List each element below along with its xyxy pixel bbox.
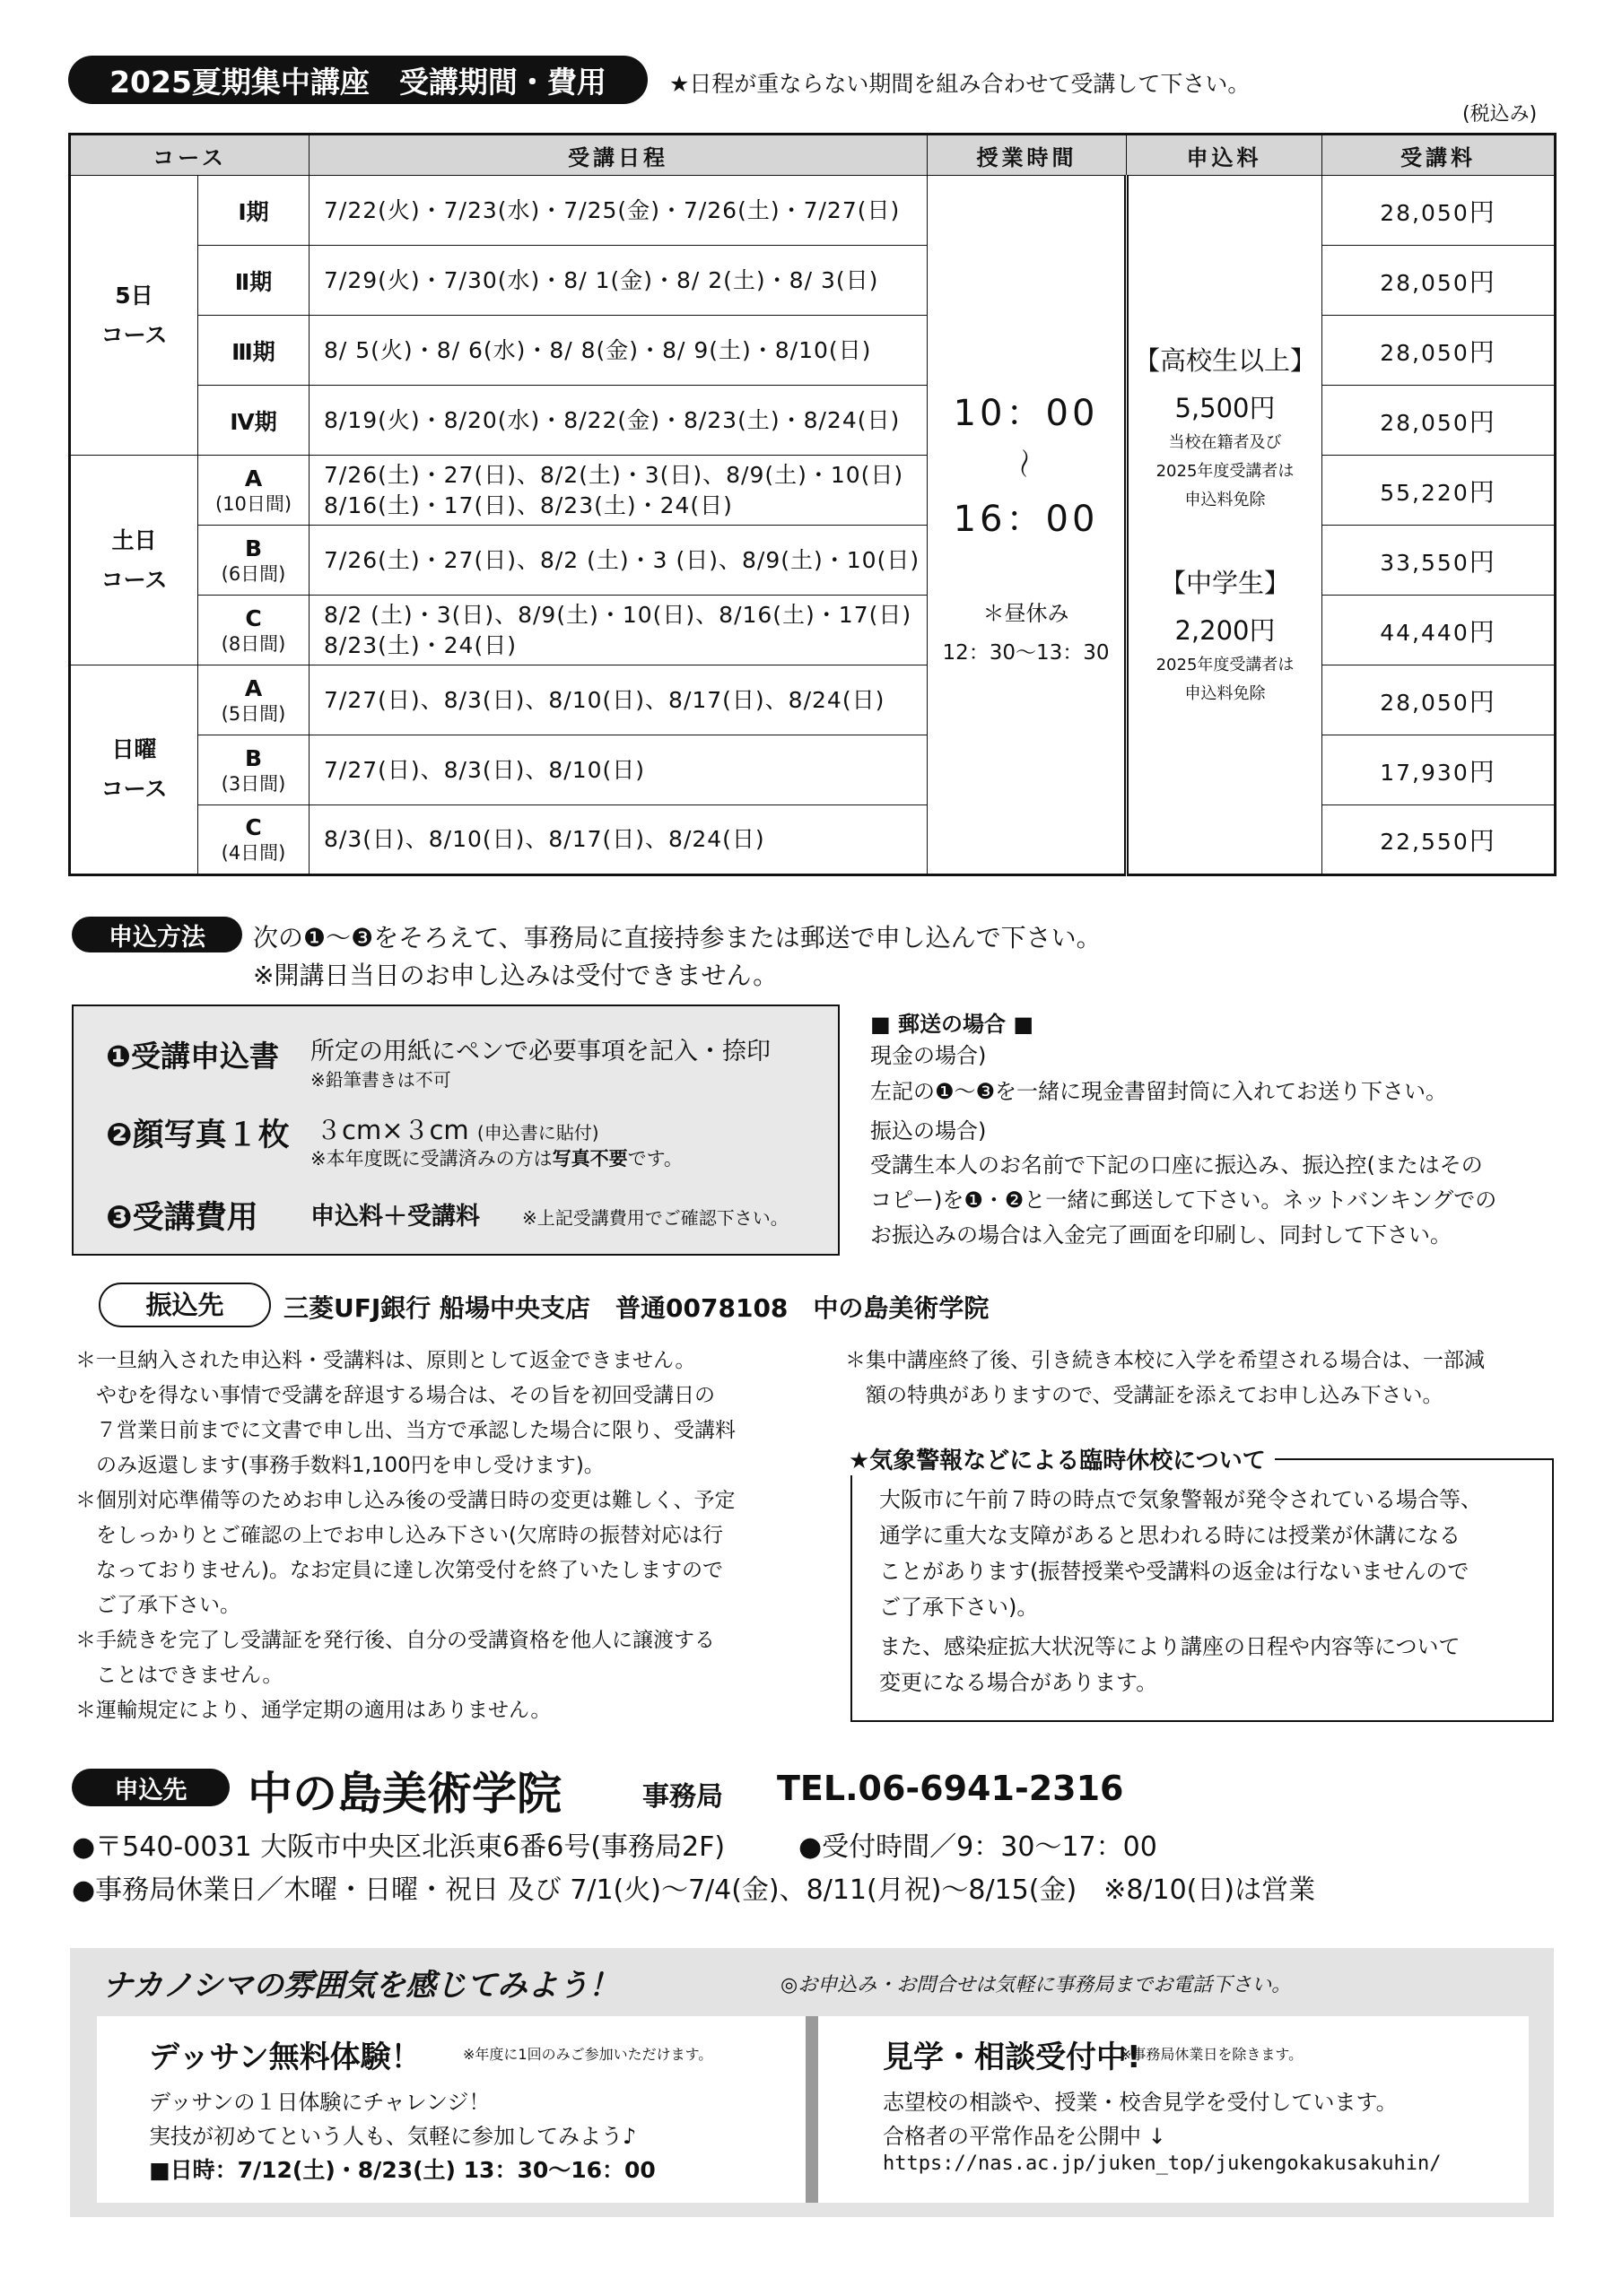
mail-transfer-label: 振込の場合) xyxy=(870,1118,987,1144)
card-divider xyxy=(806,2016,818,2203)
lunch-label: ＊昼休み xyxy=(982,600,1069,626)
promo-panel xyxy=(70,1948,1554,2217)
note-line: をしっかりとご確認の上でお申し込み下さい(欠席時の振替対応は行 xyxy=(75,1524,723,1547)
school-name: 中の島美術学院 xyxy=(248,1767,562,1820)
weather-line: 通学に重大な支障があると思われる時には授業が休講になる xyxy=(879,1523,1461,1548)
application-fee-cell xyxy=(1127,176,1322,875)
note-line: ご了承下さい。 xyxy=(75,1594,240,1617)
note-line: ＊手続きを完了し受講証を発行後、自分の受講資格を他人に譲渡する xyxy=(75,1629,715,1652)
contact-label: 申込先 xyxy=(72,1769,230,1806)
note-line: なっておりません)。なお定員に達し次第受付を終了いたしますので xyxy=(75,1559,723,1582)
req-title-2: ❷顔写真１枚 xyxy=(106,1118,290,1153)
sub-course-label: A (5日間) xyxy=(198,665,310,735)
reception-hours: ●受付時間／9：30～17：00 xyxy=(798,1831,1157,1863)
col-header-time: 授業時間 xyxy=(928,135,1127,176)
tour-note: ※事務局休業日を除きます。 xyxy=(1120,2046,1304,2063)
req-desc-3: 申込料＋受講料 xyxy=(310,1203,480,1231)
req-desc-2: ３cm×３cm (申込書に貼付) xyxy=(316,1115,599,1145)
weather-line: ことがあります(振替授業や受講料の返金は行ないませんので xyxy=(879,1559,1469,1584)
weather-text xyxy=(879,1482,1482,1700)
weather-line: 大阪市に午前７時の時点で気象警報が発令されている場合等、 xyxy=(879,1487,1482,1512)
schedule-dates: 8/3(日)、8/10(日)、8/17(日)、8/24(日) xyxy=(310,805,928,875)
schedule-dates: 8/19(火)・8/20(水)・8/22(金)・8/23(土)・8/24(日) xyxy=(310,386,928,456)
period-label: Ⅱ期 xyxy=(198,246,310,316)
tuition-fee: 28,050円 xyxy=(1322,665,1556,735)
weather-title: ★気象警報などによる臨時休校について xyxy=(840,1442,1275,1475)
requirements-box xyxy=(72,1004,840,1256)
schedule-dates: 7/29(火)・7/30(水)・8/ 1(金)・8/ 2(土)・8/ 3(日) xyxy=(310,246,928,316)
time-tilde: ～ xyxy=(1005,448,1041,478)
schedule-dates: 7/26(土)・27(日)、8/2(土)・3(日)、8/9(土)・10(日) 8/16(土)・17(日)、8/23(土)・24(日) xyxy=(310,456,928,526)
note-line: のみ返還します(事務手数料1,100円を申し受けます)。 xyxy=(75,1454,605,1477)
sub-course-label: C (8日間) xyxy=(198,596,310,665)
office-label: 事務局 xyxy=(642,1781,723,1813)
note-line: ＊一旦納入された申込料・受講料は、原則として返金できません。 xyxy=(75,1349,696,1372)
tuition-fee: 28,050円 xyxy=(1322,386,1556,456)
col-header-application-fee: 申込料 xyxy=(1127,135,1322,176)
tuition-fee: 44,440円 xyxy=(1322,596,1556,665)
sub-course-label: B (6日間) xyxy=(198,526,310,596)
note-line: ７営業日前までに文書で申し出、当方で承認した場合に限り、受講料 xyxy=(75,1419,736,1442)
note-line: やむを得ない事情で受講を辞退する場合は、その旨を初回受講日の xyxy=(75,1384,715,1407)
end-time: 16：00 xyxy=(953,498,1099,540)
tuition-fee: 17,930円 xyxy=(1322,735,1556,805)
sub-course-label: C (4日間) xyxy=(198,805,310,875)
notes-right xyxy=(845,1344,1485,1413)
bank-label: 振込先 xyxy=(99,1283,271,1327)
dessin-date: ■日時：7/12(土)・8/23(土) 13：30～16：00 xyxy=(149,2157,656,2183)
phone-number: TEL.06-6941-2316 xyxy=(777,1769,1124,1808)
weather-line: ご了承下さい)。 xyxy=(879,1595,1039,1620)
sub-course-label: A (10日間) xyxy=(198,456,310,526)
class-time-cell xyxy=(928,176,1127,875)
note-line: ＊運輸規定により、通学定期の適用はありません。 xyxy=(75,1699,552,1722)
junior-high-fee: 2,200円 xyxy=(1174,615,1276,646)
dessin-note: ※年度に1回のみご参加いただけます。 xyxy=(463,2046,713,2063)
mail-cash-text: 左記の❶～❸を一緒に現金書留封筒に入れてお送り下さい。 xyxy=(870,1079,1448,1104)
tour-line1: 志望校の相談や、授業・校舎見学を受付しています。 xyxy=(883,2090,1398,2115)
promo-headline: ナカノシマの雰囲気を感じてみよう！ xyxy=(102,1968,619,2004)
schedule-dates: 8/ 5(火)・8/ 6(水)・8/ 8(金)・8/ 9(土)・8/10(日) xyxy=(310,316,928,386)
req-note-2: ※本年度既に受講済みの方は写真不要です。 xyxy=(310,1148,683,1170)
tuition-fee: 33,550円 xyxy=(1322,526,1556,596)
mail-heading: ■ 郵送の場合 ■ xyxy=(870,1012,1034,1037)
lunch-time: 12：30～13：30 xyxy=(942,640,1110,665)
tour-title: 見学・相談受付中! xyxy=(883,2039,1141,2075)
promo-cards xyxy=(97,2016,1529,2203)
page-title: 2025夏期集中講座 受講期間・費用 xyxy=(68,56,648,104)
req-note-1: ※鉛筆書きは不可 xyxy=(310,1069,451,1091)
schedule-dates: 7/27(日)、8/3(日)、8/10(日)、8/17(日)、8/24(日) xyxy=(310,665,928,735)
tuition-fee: 28,050円 xyxy=(1322,246,1556,316)
apply-method-label: 申込方法 xyxy=(72,917,242,952)
start-time: 10：00 xyxy=(953,392,1099,434)
weather-line: 変更になる場合があります。 xyxy=(879,1670,1158,1695)
tuition-fee: 28,050円 xyxy=(1322,316,1556,386)
sub-course-label: B (3日間) xyxy=(198,735,310,805)
group-five-day: 5日 コース xyxy=(70,176,198,456)
tour-line2: 合格者の平常作品を公開中 ↓ xyxy=(883,2124,1166,2149)
tuition-fee: 28,050円 xyxy=(1322,176,1556,246)
tuition-fee: 55,220円 xyxy=(1322,456,1556,526)
high-school-label: 【高校生以上】 xyxy=(1133,345,1316,376)
period-label: Ⅰ期 xyxy=(198,176,310,246)
weather-line: また、感染症拡大状況等により講座の日程や内容等について xyxy=(879,1634,1461,1659)
req-desc-1: 所定の用紙にペンで必要事項を記入・捺印 xyxy=(310,1038,771,1065)
group-sunday: 日曜 コース xyxy=(70,665,198,875)
req-title-1: ❶受講申込書 xyxy=(106,1039,279,1074)
schedule-dates: 7/27(日)、8/3(日)、8/10(日) xyxy=(310,735,928,805)
junior-high-note: 2025年度受講者は 申込料免除 xyxy=(1155,656,1295,703)
dessin-line1: デッサンの１日体験にチャレンジ！ xyxy=(149,2090,491,2115)
high-school-note: 当校在籍者及び 2025年度受講者は 申込料免除 xyxy=(1155,433,1295,509)
period-label: Ⅳ期 xyxy=(198,386,310,456)
schedule-dates: 8/2 (土)・3(日)、8/9(土)・10(日)、8/16(土)・17(日) 8/23(土)・24(日) xyxy=(310,596,928,665)
col-header-dates: 受講日程 xyxy=(310,135,928,176)
dessin-title: デッサン無料体験！ xyxy=(149,2039,422,2075)
tuition-fee: 22,550円 xyxy=(1322,805,1556,875)
note-line: ＊個別対応準備等のためお申し込み後の受講日時の変更は難しく、予定 xyxy=(75,1489,736,1512)
mail-cash-label: 現金の場合) xyxy=(870,1043,987,1068)
group-weekend: 土日 コース xyxy=(70,456,198,665)
tax-note: (税込み) xyxy=(1462,103,1538,126)
schedule-dates: 7/22(火)・7/23(水)・7/25(金)・7/26(土)・7/27(日) xyxy=(310,176,928,246)
address: ●〒540-0031 大阪市中央区北浜東6番6号(事務局2F) xyxy=(72,1831,726,1863)
note-line: ＊集中講座終了後、引き続き本校に入学を希望される場合は、一部減 xyxy=(845,1349,1485,1372)
req-note-3: ※上記受講費用でご確認下さい。 xyxy=(522,1207,789,1229)
apply-method-line1: 次の❶～❸をそろえて、事務局に直接持参または郵送で申し込んで下さい。 xyxy=(253,923,1102,952)
schedule-dates: 7/26(土)・27(日)、8/2 (土)・3 (日)、8/9(土)・10(日) xyxy=(310,526,928,596)
apply-method-line2: ※開講日当日のお申し込みは受付できません。 xyxy=(253,961,779,990)
junior-high-label: 【中学生】 xyxy=(1159,568,1290,598)
header-note: ★日程が重ならない期間を組み合わせて受講して下さい。 xyxy=(669,71,1251,97)
mail-transfer-text: 受講生本人のお名前で下記の口座に振込み、振込控(またはその コピー)を❶・❷と一緒に郵送して下さい。ネットバンキングでの お振込みの場合は入金完了画面を印刷し、同封して下さい。 xyxy=(870,1152,1497,1248)
period-label: Ⅲ期 xyxy=(198,316,310,386)
col-header-tuition: 受講料 xyxy=(1322,135,1556,176)
office-holidays: ●事務局休業日／木曜・日曜・祝日 及び 7/1(火)～7/4(金)、8/11(月祝)～8/15(金) ※8/10(日)は営業 xyxy=(72,1874,1316,1906)
high-school-fee: 5,500円 xyxy=(1174,393,1276,423)
col-header-course: コース xyxy=(70,135,310,176)
dessin-line2: 実技が初めてという人も、気軽に参加してみよう♪ xyxy=(149,2124,637,2149)
req-title-3: ❸受講費用 xyxy=(106,1200,258,1236)
schedule-table xyxy=(68,133,1557,876)
promo-sub: ◎お申込み・お問合せは気軽に事務局までお電話下さい。 xyxy=(780,1974,1292,1996)
notes-left xyxy=(75,1344,736,1728)
tour-url[interactable]: https://nas.ac.jp/juken_top/jukengokakusakuhin/ xyxy=(883,2152,1442,2175)
note-line: ことはできません。 xyxy=(75,1664,283,1687)
bank-account: 三菱UFJ銀行 船場中央支店 普通0078108 中の島美術学院 xyxy=(283,1293,990,1323)
note-line: 額の特典がありますので、受講証を添えてお申し込み下さい。 xyxy=(845,1384,1443,1407)
